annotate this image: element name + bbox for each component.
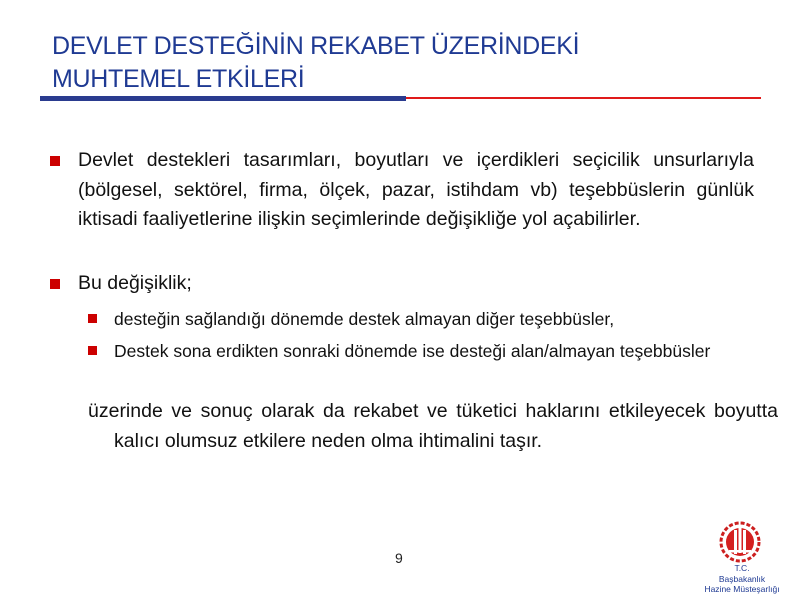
- sub-bullet-square-icon: [88, 346, 97, 355]
- title-underline-blue: [40, 96, 406, 101]
- bullet-text: Bu değişiklik;: [78, 272, 192, 294]
- logo-caption: [696, 563, 788, 595]
- logo-caption-line-3: Hazine Müsteşarlığı: [704, 584, 780, 594]
- sub-bullet-text: desteğin sağlandığı dönemde destek almayan diğer teşebbüsler,: [114, 309, 615, 329]
- sub-bullet-text: Destek sona erdikten sonraki dönemde ise desteği alan/almayan teşebbüsler: [114, 341, 711, 361]
- sub-bullet-square-icon: [88, 314, 97, 323]
- logo-caption-line-2: Başbakanlık: [718, 573, 766, 584]
- bullet-square-icon: [50, 279, 60, 289]
- bullet-text: Devlet destekleri tasarımları, boyutları ve içerdikleri seçicilik unsurlarıyla (bölgesel, sektörel, firma, ölçek, pazar, istihdam vb) teşebbüslerin günlük iktisadi faaliyetlerine ilişkin seçimlerinde değişikliğe yol açabilirler.: [78, 149, 754, 230]
- slide-title-line-2: MUHTEMEL ETKİLERİ: [52, 65, 305, 93]
- logo-caption-line-1: T.C.: [734, 563, 750, 573]
- slide-title-line-1: DEVLET DESTEĞİNİN REKABET ÜZERİNDEKİ: [52, 32, 580, 60]
- slide-title: [52, 30, 752, 96]
- page-number: 9: [395, 550, 403, 566]
- bullet-square-icon: [50, 156, 60, 166]
- title-underline-red: [406, 97, 761, 99]
- closing-paragraph: üzerinde ve sonuç olarak da rekabet ve tüketici haklarını etkileyecek boyutta kalıcı olumsuz etkilere neden olma ihtimalini taşır.: [88, 400, 778, 452]
